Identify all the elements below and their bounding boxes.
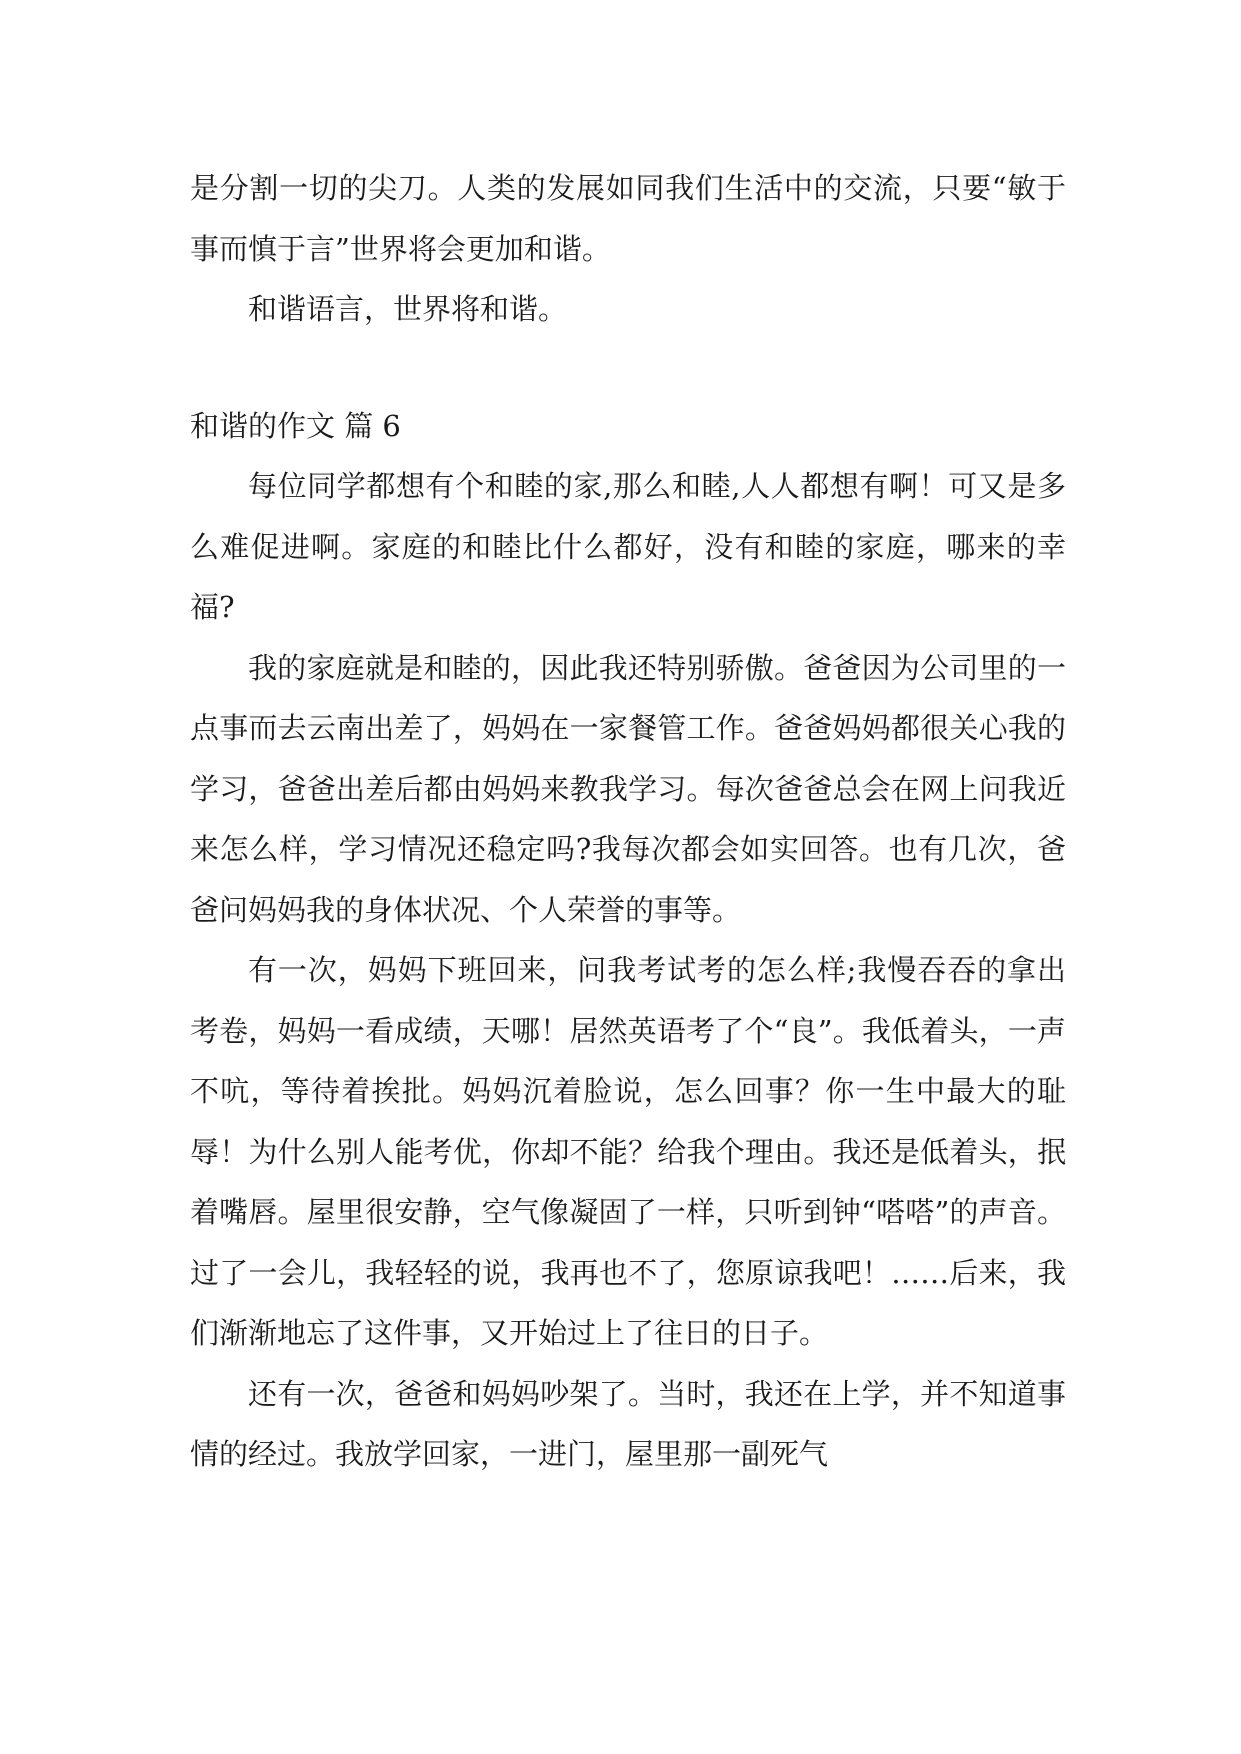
paragraph-continued: 是分割一切的尖刀。人类的发展如同我们生活中的交流，只要“敏于事而慎于言”世界将会更加和谐。 bbox=[190, 171, 1066, 266]
paragraph: 我的家庭就是和睦的，因此我还特别骄傲。爸爸因为公司里的一点事而去云南出差了，妈妈在一家餐管工作。爸爸妈妈都很关心我的学习，爸爸出差后都由妈妈来教我学习。每次爸爸总会在网上问我近来怎么样，学习情况还稳定吗?我每次都会如实回答。也有几次，爸爸问妈妈我的身体状况、个人荣誉的事等。 bbox=[190, 650, 1066, 927]
paragraph: 还有一次，爸爸和妈妈吵架了。当时，我还在上学，并不知道事情的经过。我放学回家，一进门，屋里那一副死气 bbox=[190, 1376, 1066, 1471]
section-title: 和谐的作文 篇 6 bbox=[190, 408, 401, 443]
paragraph: 有一次，妈妈下班回来，问我考试考的怎么样;我慢吞吞的拿出考卷，妈妈一看成绩，天哪！居然英语考了个“良”。我低着头，一声不吭，等待着挨批。妈妈沉着脸说，怎么回事？你一生中最大的耻辱！为什么别人能考优，你却不能？给我个理由。我还是低着头，抿着嘴唇。屋里很安静，空气像凝固了一样，只听到钟“嗒嗒”的声音。过了一会儿，我轻轻的说，我再也不了，您原谅我吧！……后来，我们渐渐地忘了这件事，又开始过上了往日的日子。 bbox=[190, 953, 1066, 1350]
paragraph: 每位同学都想有个和睦的家,那么和睦,人人都想有啊！可又是多么难促进啊。家庭的和睦比什么都好，没有和睦的家庭，哪来的幸福? bbox=[190, 469, 1066, 624]
document-body bbox=[190, 158, 1066, 1485]
paragraph-closing-line: 和谐语言，世界将和谐。 bbox=[248, 292, 568, 326]
